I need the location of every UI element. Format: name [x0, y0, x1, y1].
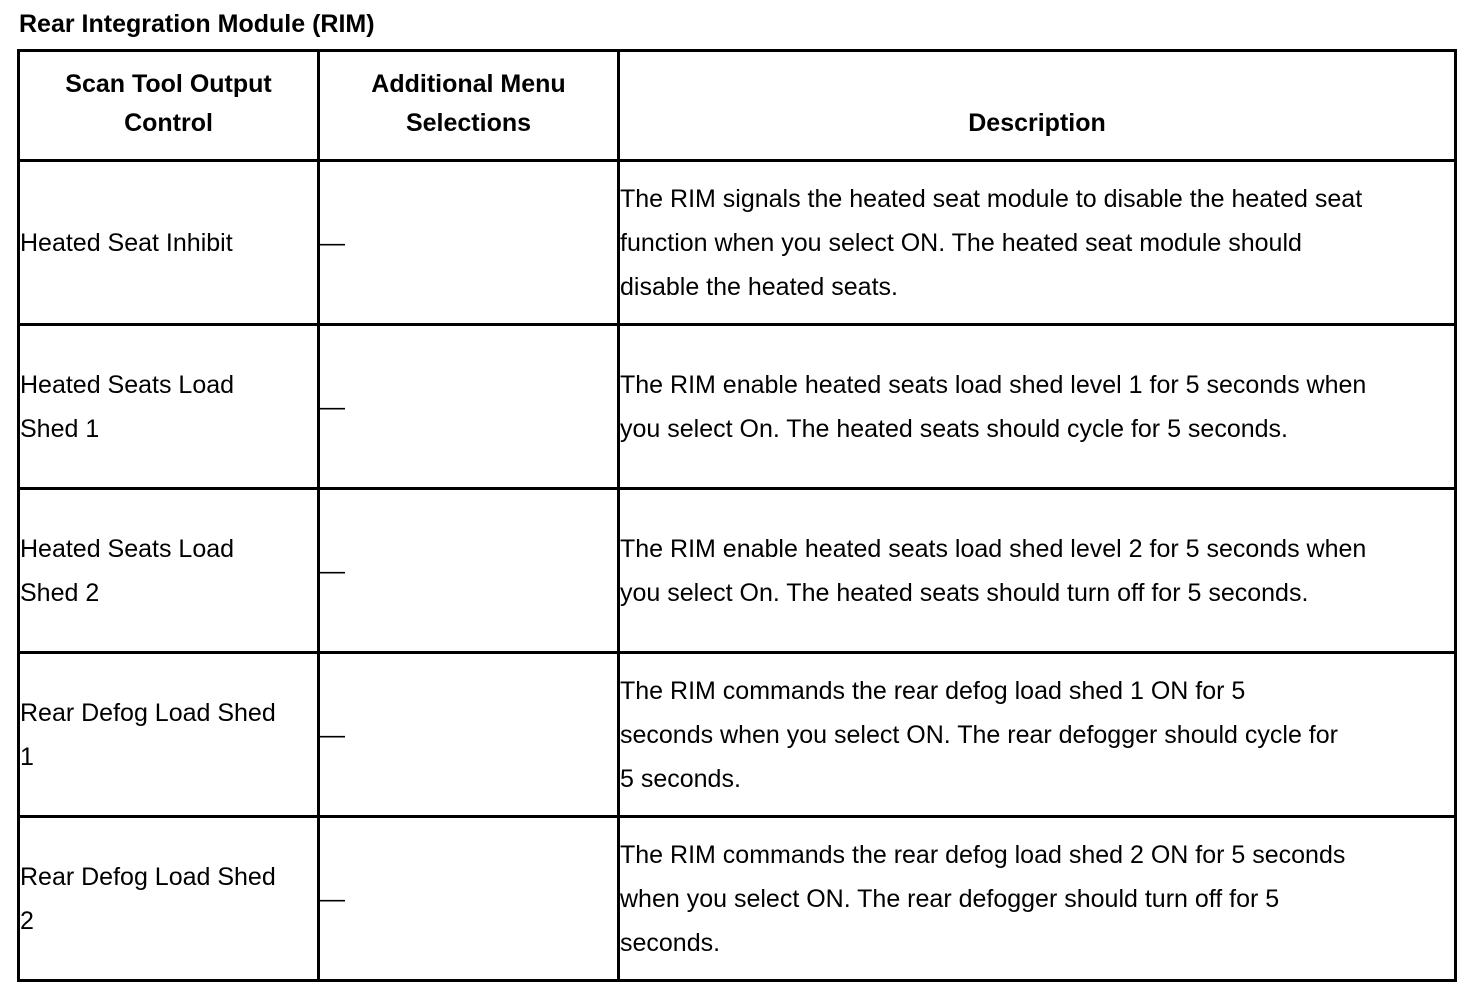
- cell-menu-selection: —: [319, 653, 619, 817]
- cell-description: The RIM enable heated seats load shed level 1 for 5 seconds when you select On. The heated seats should cycle for 5 seconds.: [619, 325, 1456, 489]
- header-scan-tool-output-control: Scan Tool Output Control: [19, 51, 319, 161]
- cell-output-control: Rear Defog Load Shed 1: [19, 653, 319, 817]
- cell-menu-selection: —: [319, 817, 619, 981]
- header-description: Description: [619, 51, 1456, 161]
- table-row: [19, 653, 1456, 817]
- cell-output-control: Heated Seat Inhibit: [19, 161, 319, 325]
- header-additional-menu-selections: Additional Menu Selections: [319, 51, 619, 161]
- table-row: [19, 161, 1456, 325]
- cell-description: The RIM signals the heated seat module to disable the heated seat function when you select ON. The heated seat module should disable the heated seats.: [619, 161, 1456, 325]
- table-row: [19, 817, 1456, 981]
- cell-output-control: Rear Defog Load Shed 2: [19, 817, 319, 981]
- output-control-table: [17, 49, 1457, 982]
- cell-description: The RIM enable heated seats load shed level 2 for 5 seconds when you select On. The heated seats should turn off for 5 seconds.: [619, 489, 1456, 653]
- document-title: Rear Integration Module (RIM): [19, 10, 375, 38]
- cell-output-control: Heated Seats Load Shed 2: [19, 489, 319, 653]
- cell-menu-selection: —: [319, 161, 619, 325]
- table-row: [19, 325, 1456, 489]
- cell-description: The RIM commands the rear defog load shed 2 ON for 5 seconds when you select ON. The rear defogger should turn off for 5 seconds.: [619, 817, 1456, 981]
- cell-output-control: Heated Seats Load Shed 1: [19, 325, 319, 489]
- cell-menu-selection: —: [319, 325, 619, 489]
- table-header-row: [19, 51, 1456, 161]
- cell-description: The RIM commands the rear defog load shed 1 ON for 5 seconds when you select ON. The rear defogger should cycle for 5 seconds.: [619, 653, 1456, 817]
- cell-menu-selection: —: [319, 489, 619, 653]
- table-row: [19, 489, 1456, 653]
